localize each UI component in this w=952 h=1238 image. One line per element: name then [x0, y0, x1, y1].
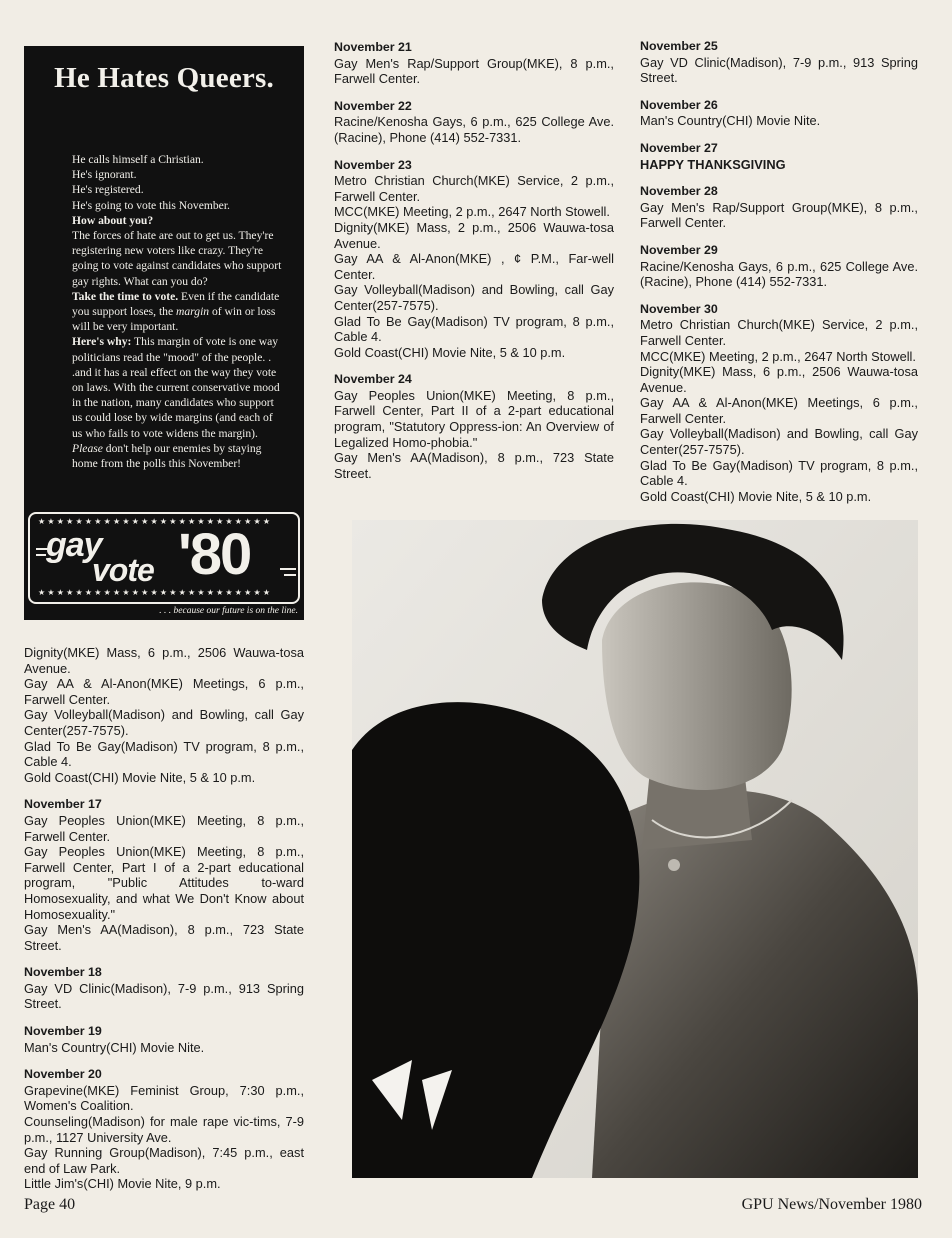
event-day: [640, 98, 918, 129]
event-day: [334, 158, 614, 361]
event-listing: Gay Peoples Union(MKE) Meeting, 8 p.m., Farwell Center, Part II of a 2-part educational program, "Statutory Oppress-ion: An Overview of Legalized Homo-phobia.": [334, 387, 614, 450]
event-listing: Gold Coast(CHI) Movie Nite, 5 & 10 p.m.: [640, 488, 872, 504]
event-date: November 28: [640, 184, 718, 199]
event-day: [24, 645, 304, 785]
event-day: [334, 372, 614, 481]
event-date: November 25: [640, 39, 718, 53]
event-date: November 27: [640, 140, 718, 155]
ad-paragraph: The forces of hate are out to get us. They're registering new voters like crazy. They're going to vote against candidates who support gay rights. What can you do?: [72, 229, 282, 288]
event-day: [640, 243, 918, 290]
event-listing: Metro Christian Church(MKE) Service, 2 p.m., Farwell Center.: [334, 173, 614, 204]
vote-advertisement: [24, 46, 304, 620]
event-day: [334, 40, 614, 87]
event-date: November 20: [24, 1067, 102, 1082]
photo-illustration: [352, 520, 918, 1178]
event-date: November 29: [640, 242, 718, 257]
event-listing: Gay Peoples Union(MKE) Meeting, 8 p.m., Farwell Center, Part I of a 2-part educational program, "Public Attitudes to-ward Homosexuality, and what We Don't Know about Homosexuality.": [24, 844, 304, 922]
logo-word-gay: gay: [46, 526, 102, 564]
event-day: [640, 184, 918, 231]
publication-credit: GPU News/November 1980: [741, 1196, 922, 1213]
ad-line: He calls himself a Christian.: [72, 153, 204, 166]
logo-stars-top: ★★★★★★★★★★★★★★★★★★★★★★★★★: [38, 517, 273, 526]
event-listing: Racine/Kenosha Gays, 6 p.m., 625 College Ave.(Racine), Phone (414) 552-7331.: [334, 114, 614, 145]
event-listing: Glad To Be Gay(Madison) TV program, 8 p.m., Cable 4.: [24, 738, 304, 770]
event-listing: Gay AA & Al-Anon(MKE) Meetings, 6 p.m., Farwell Center.: [640, 395, 918, 426]
event-listing: Gay Running Group(Madison), 7:45 p.m., east end of Law Park.: [24, 1145, 304, 1176]
event-listing: Counseling(Madison) for male rape vic-tims, 7-9 p.m., 1127 University Ave.: [24, 1114, 304, 1145]
event-day: [24, 1067, 304, 1192]
event-listing: Dignity(MKE) Mass, 6 p.m., 2506 Wauwa-tosa Avenue.: [640, 364, 918, 395]
event-date: November 17: [24, 797, 102, 812]
logo-stripe: [36, 554, 46, 556]
logo-stars-bottom: ★★★★★★★★★★★★★★★★★★★★★★★★★: [38, 588, 273, 597]
ad-line: He's going to vote this November.: [72, 198, 230, 212]
ad-tagline: . . . because our future is on the line.: [159, 606, 298, 616]
listings-column-middle: [334, 40, 614, 493]
gay-vote-80-logo: [28, 512, 300, 604]
event-listing: Grapevine(MKE) Feminist Group, 7:30 p.m., Women's Coalition.: [24, 1082, 304, 1114]
event-listing: Gay Men's Rap/Support Group(MKE), 8 p.m., Farwell Center.: [640, 199, 918, 231]
event-listing: Little Jim's(CHI) Movie Nite, 9 p.m.: [24, 1176, 221, 1192]
ad-take-time-paragraph: Take the time to vote. Even if the candidate you support loses, the margin of win or loss will be very important.: [72, 289, 280, 334]
event-listing: Gay AA & Al-Anon(MKE) Meetings, 6 p.m., Farwell Center.: [24, 676, 304, 707]
event-listing: Gold Coast(CHI) Movie Nite, 5 & 10 p.m.: [24, 769, 256, 785]
logo-stripe: [284, 574, 296, 576]
event-date: November 21: [334, 40, 412, 54]
event-listing: MCC(MKE) Meeting, 2 p.m., 2647 North Stowell.: [640, 348, 916, 364]
event-day: [640, 39, 918, 86]
event-listing: Gay Volleyball(Madison) and Bowling, call Gay Center(257-7575).: [334, 282, 614, 313]
event-listing: Man's Country(CHI) Movie Nite.: [640, 113, 821, 129]
event-listing: Dignity(MKE) Mass, 2 p.m., 2506 Wauwa-tosa Avenue.: [334, 219, 614, 251]
event-day: [24, 1024, 304, 1055]
page-number: Page 40: [24, 1196, 76, 1213]
couple-photograph: [352, 520, 918, 1178]
event-listing: Gold Coast(CHI) Movie Nite, 5 & 10 p.m.: [334, 344, 566, 360]
event-day: [640, 302, 918, 505]
event-listing: Gay VD Clinic(Madison), 7-9 p.m., 913 Spring Street.: [640, 54, 918, 86]
event-listing: Man's Country(CHI) Movie Nite.: [24, 1039, 205, 1055]
event-listing: Racine/Kenosha Gays, 6 p.m., 625 College Ave.(Racine), Phone (414) 552-7331.: [640, 258, 918, 290]
event-listing: MCC(MKE) Meeting, 2 p.m., 2647 North Stowell.: [334, 204, 610, 220]
event-listing: Metro Christian Church(MKE) Service, 2 p.m., Farwell Center.: [640, 317, 918, 348]
event-listing: Gay Peoples Union(MKE) Meeting, 8 p.m., Farwell Center.: [24, 812, 304, 844]
ad-line: He's ignorant.: [72, 168, 137, 182]
logo-year: '80: [178, 522, 251, 587]
ad-question: How about you?: [72, 213, 154, 227]
event-date: November 30: [640, 301, 718, 316]
event-date: November 24: [334, 372, 412, 387]
event-day: [640, 141, 918, 172]
listings-column-right: [640, 39, 918, 516]
event-listing: Gay Men's AA(Madison), 8 p.m., 723 State Street.: [334, 450, 614, 481]
listings-column-left: [24, 645, 304, 1204]
event-date: November 26: [640, 97, 718, 112]
event-listing: HAPPY THANKSGIVING: [640, 156, 786, 172]
event-date: November 23: [334, 157, 412, 172]
event-listing: Gay Men's AA(Madison), 8 p.m., 723 State Street.: [24, 922, 304, 953]
logo-word-vote: vote: [92, 552, 154, 588]
ad-why-paragraph: Here's why: This margin of vote is one way politicians read the "mood" of the people. . .and it has a real effect on the way they vote on laws. With the current conservative mood in the nation, many candidates who support us could lose by wide margins (and each of us who fails to vote widens the margin). Please don't help our enemies by staying home from the polls this November!: [72, 335, 280, 471]
event-listing: Gay Volleyball(Madison) and Bowling, call Gay Center(257-7575).: [24, 707, 304, 738]
event-listing: Dignity(MKE) Mass, 6 p.m., 2506 Wauwa-tosa Avenue.: [24, 645, 304, 676]
ad-line: He's registered.: [72, 183, 144, 197]
event-day: [24, 797, 304, 953]
event-date: November 22: [334, 98, 412, 113]
logo-stripe: [280, 568, 296, 570]
event-listing: Gay VD Clinic(Madison), 7-9 p.m., 913 Spring Street.: [24, 980, 304, 1012]
event-listing: Glad To Be Gay(Madison) TV program, 8 p.m., Cable 4.: [640, 457, 918, 489]
event-day: [24, 965, 304, 1012]
event-day: [334, 99, 614, 146]
event-listing: Gay Volleyball(Madison) and Bowling, call Gay Center(257-7575).: [640, 426, 918, 458]
ad-body: [72, 152, 282, 471]
event-listing: Gay AA & Al-Anon(MKE) , ¢ P.M., Far-well Center.: [334, 251, 614, 282]
event-listing: Gay Men's Rap/Support Group(MKE), 8 p.m., Farwell Center.: [334, 55, 614, 87]
event-date: November 18: [24, 965, 102, 980]
event-listing: Glad To Be Gay(Madison) TV program, 8 p.m., Cable 4.: [334, 313, 614, 345]
event-date: November 19: [24, 1024, 102, 1039]
ad-headline: He Hates Queers.: [54, 62, 274, 94]
